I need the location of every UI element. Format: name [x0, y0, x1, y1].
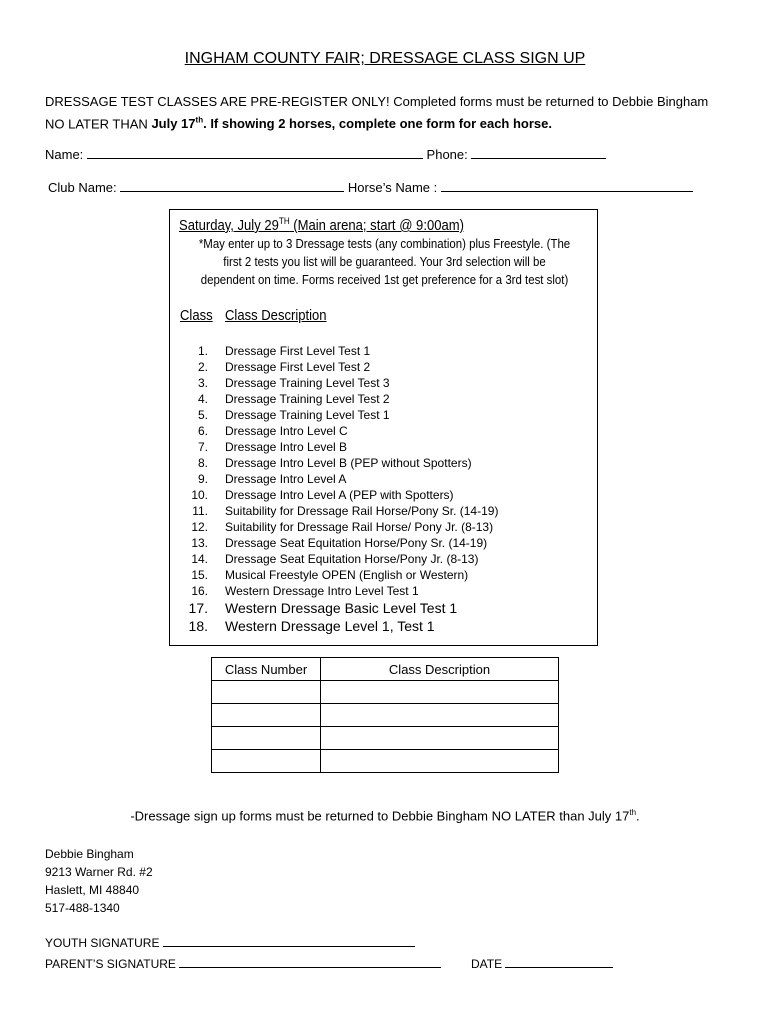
- parent-signature-row: [45, 956, 441, 971]
- form-title: INGHAM COUNTY FAIR; DRESSAGE CLASS SIGN UP: [184, 50, 586, 67]
- class-number: 15.: [191, 568, 208, 582]
- schedule-date-sup: TH: [278, 216, 290, 226]
- class-description: Dressage Seat Equitation Horse/Pony Sr. (14-19): [225, 536, 488, 550]
- youth-signature-line[interactable]: [163, 935, 415, 947]
- club-name-label: Club Name:: [48, 180, 117, 195]
- intro-line-2: [45, 111, 708, 133]
- class-number: 7.: [197, 440, 208, 454]
- return-address: [45, 845, 153, 917]
- class-description-cell[interactable]: [321, 750, 559, 773]
- address-city: Haslett, MI 48840: [45, 883, 140, 897]
- class-number: 5.: [197, 408, 208, 422]
- class-number: 14.: [191, 552, 208, 566]
- class-number: 11.: [192, 504, 208, 518]
- note-line-3: dependent on time. Forms received 1st get preference for a 3rd test slot): [200, 272, 569, 287]
- class-description: Suitability for Dressage Rail Horse/ Pony Jr. (8-13): [225, 520, 494, 534]
- class-number-cell[interactable]: [212, 727, 321, 750]
- class-number: 12.: [191, 520, 208, 534]
- name-input-line[interactable]: [87, 145, 423, 159]
- class-description: Dressage First Level Test 1: [225, 344, 371, 358]
- youth-signature-label: YOUTH SIGNATURE: [45, 936, 160, 950]
- class-number: 10.: [191, 488, 208, 502]
- class-number: 16.: [191, 584, 208, 598]
- class-description: Dressage Intro Level C: [225, 424, 348, 438]
- class-entry-row: [212, 750, 559, 773]
- youth-signature-row: [45, 935, 415, 950]
- intro-deadline-sup: th: [195, 116, 204, 125]
- class-description: Suitability for Dressage Rail Horse/Pony Sr. (14-19): [225, 504, 499, 518]
- intro-instruction: . If showing 2 horses, complete one form for each horse.: [203, 116, 552, 132]
- horse-name-input-line[interactable]: [441, 178, 693, 192]
- class-entry-row: [212, 681, 559, 704]
- phone-label: Phone:: [426, 147, 468, 162]
- class-number: 8.: [197, 456, 208, 470]
- class-entry-row: [212, 704, 559, 727]
- class-description-cell[interactable]: [321, 681, 559, 704]
- club-field-row: [48, 178, 693, 195]
- parent-signature-line[interactable]: [179, 956, 441, 968]
- class-number-header: Class Number: [212, 658, 321, 681]
- intro-deadline-date: July 17: [151, 116, 196, 132]
- intro-text: [45, 92, 708, 133]
- schedule-note: [196, 235, 574, 289]
- footnote-text: -Dressage sign up forms must be returned to Debbie Bingham NO LATER than July 17: [130, 808, 630, 824]
- class-description: Western Dressage Intro Level Test 1: [225, 584, 419, 598]
- club-name-input-line[interactable]: [120, 178, 344, 192]
- class-description: Dressage Intro Level A (PEP with Spotters): [225, 488, 454, 502]
- class-description-header: Class Description: [321, 658, 559, 681]
- class-number: 18.: [188, 618, 208, 634]
- class-number-cell[interactable]: [212, 750, 321, 773]
- note-line-2: first 2 tests you list will be guaranteed. Your 3rd selection will be: [223, 254, 546, 269]
- class-number-cell[interactable]: [212, 681, 321, 704]
- intro-line-1: DRESSAGE TEST CLASSES ARE PRE-REGISTER ONLY! Completed forms must be returned to Debbie Bingham: [45, 94, 709, 109]
- class-number: 6.: [197, 424, 208, 438]
- class-description: Dressage First Level Test 2: [225, 360, 371, 374]
- class-description: Dressage Intro Level B (PEP without Spotters): [225, 456, 472, 470]
- address-street: 9213 Warner Rd. #2: [45, 865, 153, 879]
- class-number: 17.: [188, 600, 208, 616]
- class-description: Dressage Training Level Test 3: [225, 376, 390, 390]
- name-field-row: [45, 145, 606, 162]
- class-entry-table: [211, 657, 559, 773]
- class-description: Dressage Seat Equitation Horse/Pony Jr. (8-13): [225, 552, 479, 566]
- class-entry-header-row: [212, 658, 559, 681]
- schedule-date: Saturday, July 29: [179, 217, 279, 234]
- footnote-end: .: [636, 808, 640, 824]
- date-label: DATE: [471, 957, 503, 971]
- phone-input-line[interactable]: [471, 145, 606, 159]
- class-description: Dressage Training Level Test 1: [225, 408, 390, 422]
- class-number: 9.: [197, 472, 208, 486]
- date-row: [471, 956, 613, 971]
- class-description-cell[interactable]: [321, 704, 559, 727]
- class-entry-row: [212, 727, 559, 750]
- class-number: 3.: [197, 376, 208, 390]
- class-description: Dressage Intro Level B: [225, 440, 348, 454]
- date-line[interactable]: [505, 956, 613, 968]
- class-description: Musical Freestyle OPEN (English or Western): [225, 568, 469, 582]
- class-description: Dressage Training Level Test 2: [225, 392, 390, 406]
- class-column-header: Class: [180, 308, 213, 324]
- footnote-sup: th: [629, 808, 637, 817]
- class-description-cell[interactable]: [321, 727, 559, 750]
- intro-deadline-prefix: NO LATER THAN: [45, 116, 152, 132]
- schedule-heading: [179, 216, 464, 234]
- note-line-1: *May enter up to 3 Dressage tests (any combination) plus Freestyle. (The: [198, 236, 571, 251]
- class-description-column-header: Class Description: [225, 308, 327, 324]
- class-number: 13.: [191, 536, 208, 550]
- schedule-location-time: (Main arena; start @ 9:00am): [289, 217, 464, 234]
- parent-signature-label: PARENT’S SIGNATURE: [45, 957, 176, 971]
- class-description: Western Dressage Level 1, Test 1: [225, 618, 435, 634]
- class-number: 2.: [197, 360, 208, 374]
- name-label: Name:: [45, 147, 84, 162]
- schedule-box: [169, 209, 598, 646]
- class-description: Dressage Intro Level A: [225, 472, 347, 486]
- address-name: Debbie Bingham: [45, 847, 134, 861]
- address-phone: 517-488-1340: [45, 901, 120, 915]
- horse-name-label: Horse’s Name :: [347, 180, 438, 195]
- class-description: Western Dressage Basic Level Test 1: [225, 600, 458, 616]
- return-deadline-note: [0, 808, 770, 823]
- class-number-cell[interactable]: [212, 704, 321, 727]
- class-number: 1.: [197, 344, 208, 358]
- class-number: 4.: [197, 392, 208, 406]
